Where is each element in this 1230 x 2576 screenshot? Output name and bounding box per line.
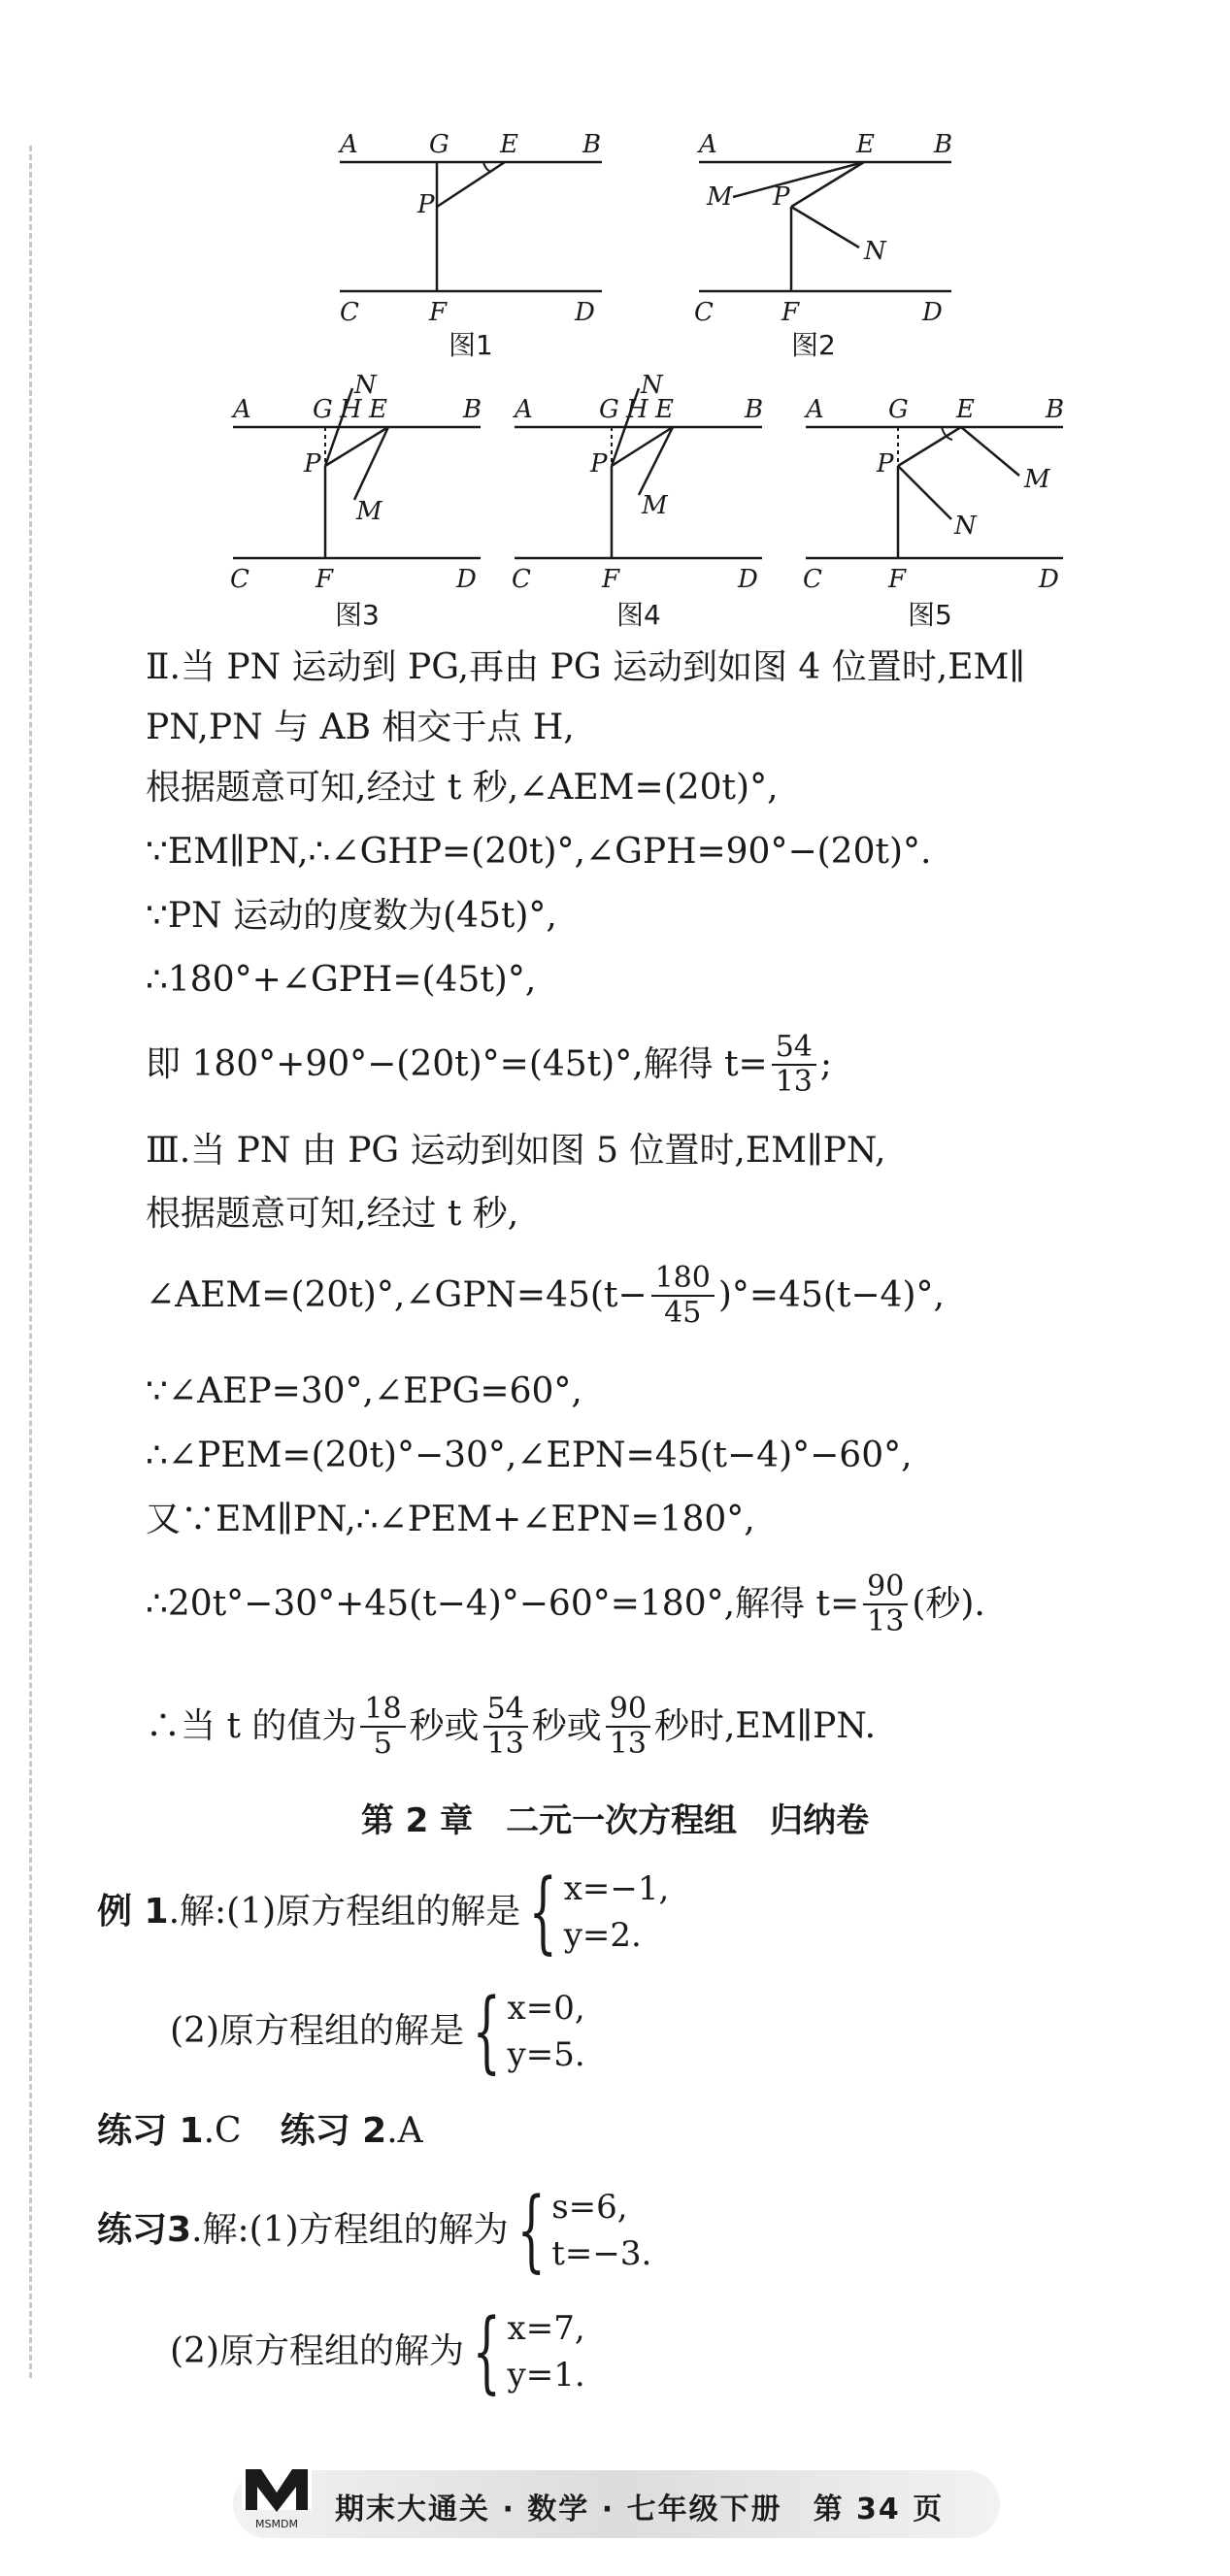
figure-4 (500, 374, 772, 631)
label-E: E (655, 395, 674, 424)
caption: 图4 (616, 599, 661, 631)
equation-system: x=7, y=1. (507, 2309, 585, 2394)
chapter-title: 第 2 章 二元一次方程组 归纳卷 (360, 1801, 870, 1840)
caption: 图1 (449, 329, 493, 361)
text-line: 即 180°+90°−(20t)°=(45t)°,解得 t= $\frac{54}{13}$ ; (146, 1030, 833, 1099)
figure-2 (680, 131, 971, 364)
text-line: ∴20t°−30°+45(t−4)°−60°=180°,解得 t= $\frac{90}{13}$ (秒). (146, 1569, 985, 1638)
label-C: C (803, 565, 822, 594)
label-F: F (602, 565, 620, 594)
brace-icon: { (472, 2299, 501, 2403)
label-A: A (233, 395, 251, 424)
label-D: D (575, 298, 595, 327)
figure-1 (320, 131, 612, 364)
label-M: M (642, 491, 668, 520)
label-F: F (316, 565, 334, 594)
label-N: N (641, 374, 663, 400)
label-E: E (369, 395, 387, 424)
figure-5 (791, 374, 1073, 631)
text-line: ∴当 t 的值为 $\frac{18}{5}$ 秒或 $\frac{54}{13}$ 秒或 $\frac{90}{13}$ 秒时,EM∥PN. (146, 1692, 877, 1761)
text-line: PN,PN 与 AB 相交于点 H, (146, 708, 575, 747)
text-line: Ⅱ.当 PN 运动到 PG,再由 PG 运动到如图 4 位置时,EM∥ (146, 647, 1025, 687)
label-B: B (463, 395, 482, 424)
label-C: C (340, 298, 359, 327)
publisher-logo (238, 2458, 316, 2535)
caption: 图5 (908, 599, 952, 631)
text-line: Ⅲ.当 PN 由 PG 运动到如图 5 位置时,EM∥PN, (146, 1131, 886, 1171)
label-D: D (922, 298, 943, 327)
label-E: E (956, 395, 975, 424)
label-P: P (590, 449, 608, 479)
label-A: A (340, 131, 358, 159)
fraction: $\frac{90}{13}$ (606, 1693, 650, 1761)
margin-dashed-line (29, 146, 32, 2378)
brace-icon: { (528, 1860, 558, 1964)
label-A: A (806, 395, 824, 424)
label-B: B (582, 131, 602, 159)
fraction: $\frac{54}{13}$ (483, 1693, 528, 1761)
text-line: ∴∠PEM=(20t)°−30°,∠EPN=45(t−4)°−60°, (146, 1436, 913, 1475)
equation-system: x=0, y=5. (507, 1989, 585, 2074)
equation-system: x=−1, y=2. (563, 1869, 670, 1955)
fraction: $\frac{90}{13}$ (863, 1570, 908, 1638)
label-F: F (781, 298, 800, 327)
fraction: $\frac{18}{5}$ (360, 1693, 405, 1761)
label-P: P (773, 182, 790, 212)
label-E: E (856, 131, 875, 159)
label-M: M (356, 497, 382, 526)
brace-icon: { (516, 2178, 546, 2282)
example-1-part2: (2)原方程组的解是{ x=0, y=5. (170, 1979, 585, 2083)
practice-3-part2: (2)原方程组的解为{ x=7, y=1. (170, 2299, 585, 2403)
label-A: A (699, 131, 717, 159)
label-N: N (864, 237, 886, 266)
label-N: N (354, 374, 377, 400)
label-P: P (304, 449, 321, 479)
figure-3 (218, 374, 490, 631)
text-line: ∵PN 运动的度数为(45t)°, (146, 896, 557, 936)
brace-icon: { (472, 1979, 501, 2083)
label-B: B (745, 395, 764, 424)
fraction: $\frac{180}{45}$ (651, 1262, 715, 1330)
label-A: A (515, 395, 533, 424)
label-P: P (417, 190, 435, 219)
label-G: G (429, 131, 449, 159)
label-B: B (1046, 395, 1065, 424)
label-B: B (934, 131, 953, 159)
practice-1-2: 练习 1.C 练习 2.A (97, 2111, 423, 2151)
text-line: ∵∠AEP=30°,∠EPG=60°, (146, 1371, 582, 1411)
text-line: ∠AEM=(20t)°,∠GPN=45(t− $\frac{180}{45}$ )°=45(t−4)°, (146, 1261, 945, 1330)
label-H: H (626, 395, 648, 424)
label-M: M (1024, 465, 1050, 494)
label-D: D (1039, 565, 1059, 594)
text-line: ∴180°+∠GPH=(45t)°, (146, 960, 537, 1000)
example-1: 例 1.解:(1)原方程组的解是{ x=−1, y=2. (97, 1860, 670, 1964)
label-P: P (877, 449, 894, 479)
label-G: G (313, 395, 333, 424)
label-C: C (694, 298, 714, 327)
svg-text:MSMDM: MSMDM (255, 2518, 298, 2530)
label-F: F (888, 565, 907, 594)
label-G: G (888, 395, 909, 424)
footer-text: 期末大通关 · 数学 · 七年级下册 第 34 页 (335, 2493, 945, 2526)
label-F: F (429, 298, 448, 327)
text-line: 根据题意可知,经过 t 秒, (146, 1194, 519, 1234)
label-E: E (500, 131, 518, 159)
label-N: N (954, 512, 977, 541)
text-line: 根据题意可知,经过 t 秒,∠AEM=(20t)°, (146, 768, 779, 808)
caption: 图3 (335, 599, 380, 631)
practice-3: 练习3.解:(1)方程组的解为{ s=6, t=−3. (97, 2178, 652, 2282)
caption: 图2 (791, 329, 836, 361)
label-C: C (230, 565, 249, 594)
text-line: 又∵EM∥PN,∴∠PEM+∠EPN=180°, (146, 1500, 755, 1539)
label-M: M (707, 182, 733, 212)
text-line: ∵EM∥PN,∴∠GHP=(20t)°,∠GPH=90°−(20t)°. (146, 832, 932, 872)
label-C: C (512, 565, 531, 594)
label-H: H (340, 395, 362, 424)
fraction: $\frac{54}{13}$ (772, 1031, 816, 1099)
label-D: D (738, 565, 758, 594)
label-G: G (599, 395, 619, 424)
equation-system: s=6, t=−3. (551, 2188, 652, 2273)
label-D: D (456, 565, 477, 594)
